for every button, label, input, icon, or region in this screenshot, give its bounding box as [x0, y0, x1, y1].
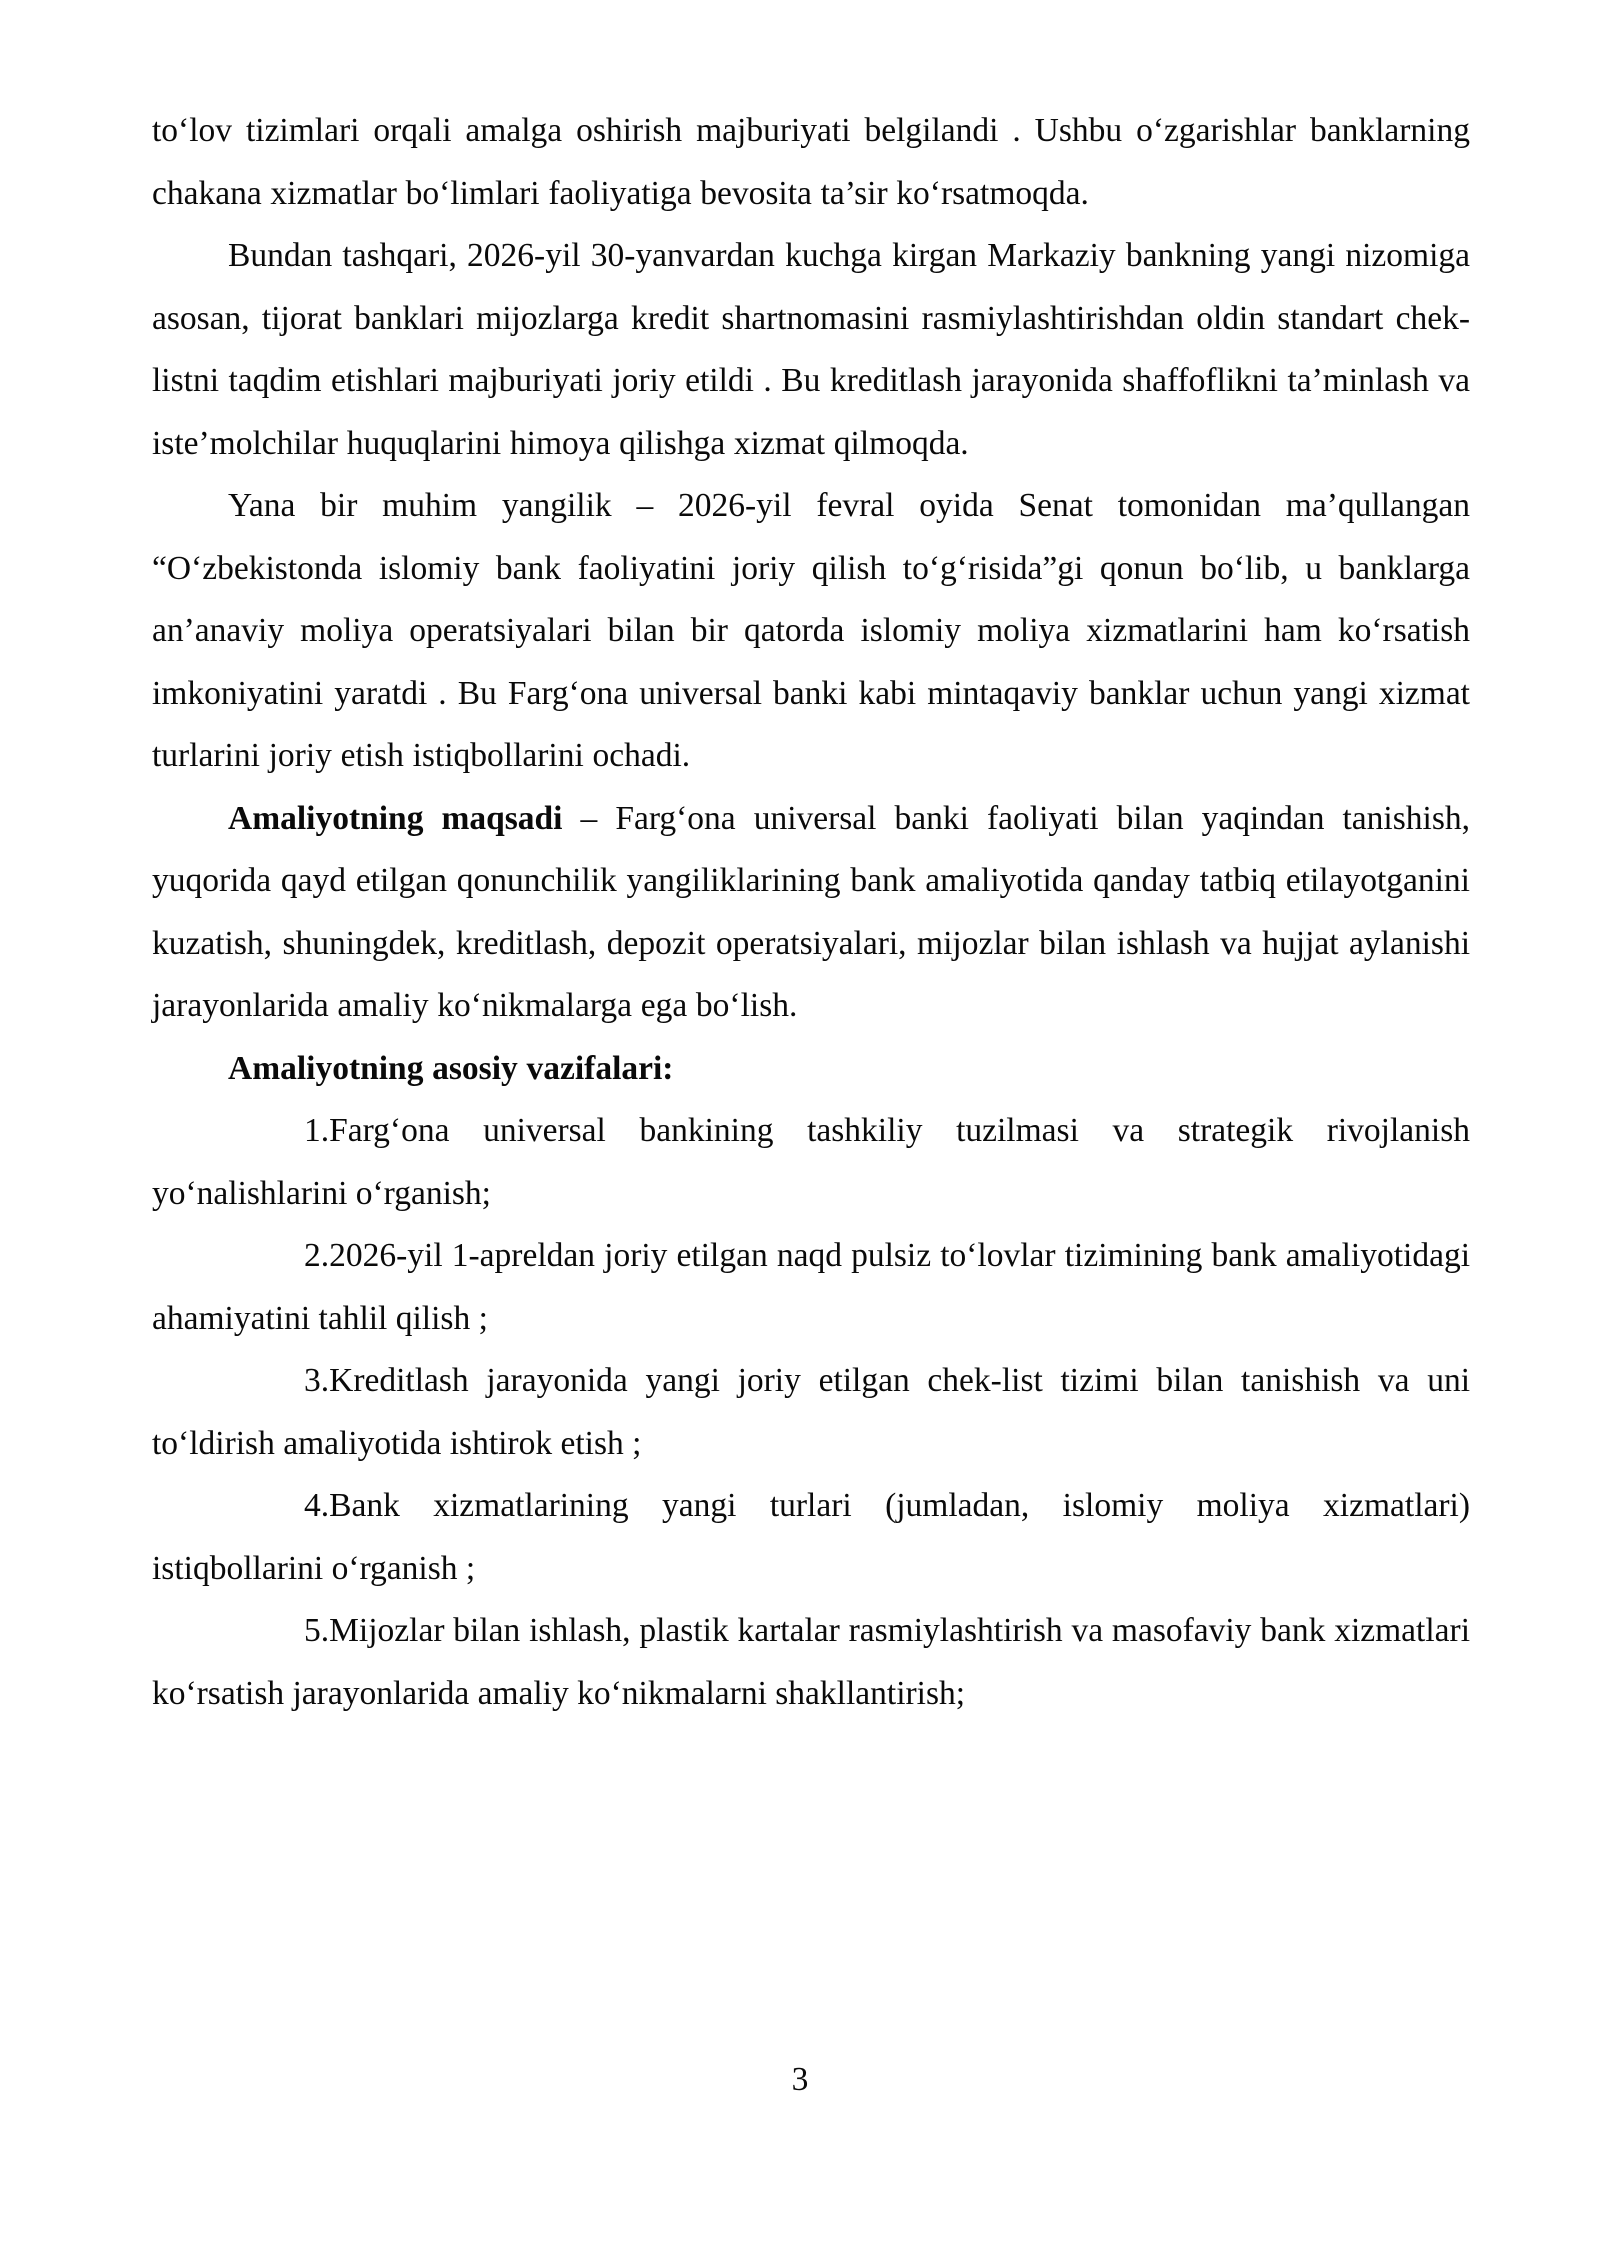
- task-number-2: 2.: [304, 1237, 330, 1274]
- task-text-3: Kreditlash jarayonida yangi joriy etilgan chek-list tizimi bilan tanishish va uni to‘ldirish amaliyotida ishtirok etish ;: [152, 1362, 1470, 1462]
- document-body: [152, 100, 1470, 1725]
- task-number-3: 3.: [304, 1362, 330, 1399]
- page-number: 3: [791, 2061, 809, 2098]
- task-text-2: 2026-yil 1-apreldan joriy etilgan naqd pulsiz to‘lovlar tizimining bank amaliyotidagi ahamiyatini tahlil qilish ;: [152, 1237, 1470, 1337]
- paragraph-islamic-banking-law: Yana bir muhim yangilik – 2026-yil fevral oyida Senat tomonidan ma’qullangan “O‘zbekistonda islomiy bank faoliyatini joriy qilish to‘g‘risida”gi qonun bo‘lib, u banklarga an’anaviy moliya operatsiyalari bilan bir qatorda islomiy moliya xizmatlarini ham ko‘rsatish imkoniyatini yaratdi . Bu Farg‘ona universal banki kabi mintaqaviy banklar uchun yangi xizmat turlarini joriy etish istiqbollarini ochadi.: [152, 487, 1470, 774]
- tasks-heading: [152, 1038, 1470, 1101]
- task-number-4: 4.: [304, 1487, 330, 1524]
- paragraph-continuation: to‘lov tizimlari orqali amalga oshirish majburiyati belgilandi . Ushbu o‘zgarishlar banklarning chakana xizmatlar bo‘limlari faoliyatiga bevosita ta’sir ko‘rsatmoqda.: [152, 112, 1470, 212]
- task-number-5: 5.: [304, 1612, 330, 1649]
- task-list-item-3: [152, 1350, 1470, 1475]
- task-text-1: Farg‘ona universal bankining tashkiliy tuzilmasi va strategik rivojlanish yo‘nalishlarini o‘rganish;: [152, 1112, 1470, 1212]
- task-text-4: Bank xizmatlarining yangi turlari (jumladan, islomiy moliya xizmatlari) istiqbollarini o‘rganish ;: [152, 1487, 1470, 1587]
- task-list-item-1: [152, 1100, 1470, 1225]
- paragraph-central-bank-regulation: Bundan tashqari, 2026-yil 30-yanvardan kuchga kirgan Markaziy bankning yangi nizomiga asosan, tijorat banklari mijozlarga kredit shartnomasini rasmiylashtirishdan oldin standart chek-listni taqdim etishlari majburiyati joriy etildi . Bu kreditlash jarayonida shaffoflikni ta’minlash va iste’molchilar huquqlarini himoya qilishga xizmat qilmoqda.: [152, 237, 1470, 462]
- purpose-lead-label: Amaliyotning maqsadi: [228, 799, 563, 837]
- task-number-1: 1.: [304, 1112, 330, 1149]
- task-text-5: Mijozlar bilan ishlash, plastik kartalar rasmiylashtirish va masofaviy bank xizmatlari ko‘rsatish jarayonlarida amaliy ko‘nikmalarni shakllantirish;: [152, 1612, 1470, 1712]
- task-list-item-2: [152, 1225, 1470, 1350]
- paragraph-practice-purpose: [152, 788, 1470, 1038]
- purpose-body-text: – Farg‘ona universal banki faoliyati bilan yaqindan tanishish, yuqorida qayd etilgan qonunchilik yangiliklarining bank amaliyotida qanday tatbiq etilayotganini kuzatish, shuningdek, kreditlash, depozit operatsiyalari, mijozlar bilan ishlash va hujjat aylanishi jarayonlarida amaliy ko‘nikmalarga ega bo‘lish.: [152, 799, 1470, 1024]
- task-list-item-4: [152, 1475, 1470, 1600]
- task-list-item-5: [152, 1600, 1470, 1725]
- tasks-heading-label: Amaliyotning asosiy vazifalari:: [228, 1049, 674, 1087]
